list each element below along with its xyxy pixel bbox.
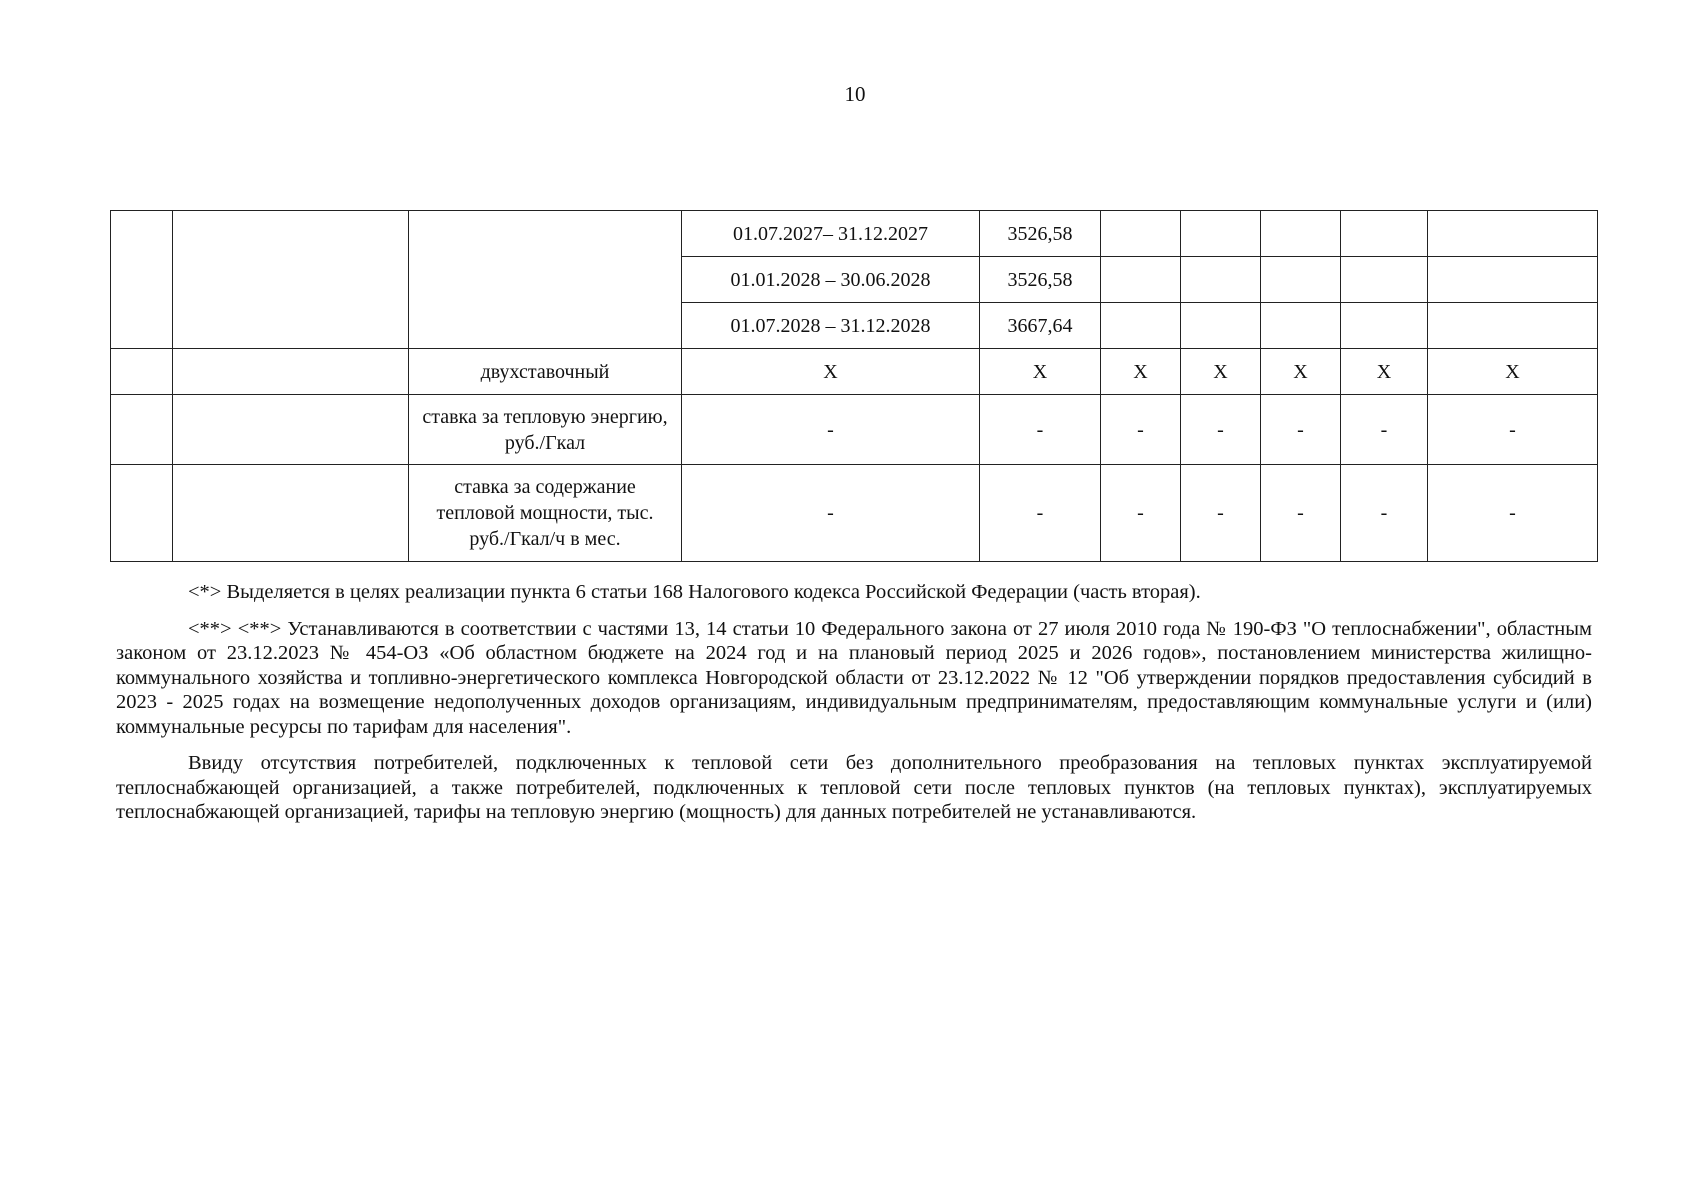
empty-cell (111, 465, 173, 562)
value-cell: X (1181, 349, 1261, 395)
empty-cell (173, 211, 409, 349)
empty-cell (1341, 257, 1428, 303)
period-cell: 01.07.2027– 31.12.2027 (682, 211, 980, 257)
empty-cell (173, 465, 409, 562)
price-cell: 3526,58 (980, 257, 1101, 303)
empty-cell (111, 349, 173, 395)
empty-cell (111, 211, 173, 349)
empty-cell (1261, 211, 1341, 257)
empty-cell (1261, 257, 1341, 303)
empty-cell (1181, 303, 1261, 349)
footnote-subsidy: <**> <**> Устанавливаются в соответствии с частями 13, 14 статьи 10 Федерального закона от 27 июля 2010 года № 190-ФЗ "О теплоснабжении", областным законом от 23.12.2023 № 454-ОЗ «Об областном бюджете на 2024 год и на плановый период 2025 и 2026 годов», постановлением министерства жилищно-коммунального хозяйства и топливно-энергетического комплекса Новгородской области от 23.12.2022 № 12 "Об утверждении порядков предоставления субсидий в 2023 - 2025 годах на возмещение недополученных доходов организациям, индивидуальным предпринимателям, предоставляющим коммунальные услуги и (или) коммунальные ресурсы по тарифам для населения". (116, 617, 1592, 738)
table-row (111, 465, 1598, 562)
period-cell: 01.07.2028 – 31.12.2028 (682, 303, 980, 349)
empty-cell (1261, 303, 1341, 349)
value-cell: - (1101, 395, 1181, 465)
empty-cell (1428, 257, 1598, 303)
value-cell: - (1101, 465, 1181, 562)
empty-cell (1101, 303, 1181, 349)
value-cell: - (980, 465, 1101, 562)
value-cell: X (1341, 349, 1428, 395)
empty-cell (1428, 211, 1598, 257)
empty-cell (173, 395, 409, 465)
empty-cell (1181, 211, 1261, 257)
heat-rate-label: ставка за тепловую энергию, руб./Гкал (409, 395, 682, 465)
value-cell: - (1261, 395, 1341, 465)
value-cell: X (682, 349, 980, 395)
value-cell: - (980, 395, 1101, 465)
footnote-vat: <*> Выделяется в целях реализации пункта 6 статьи 168 Налогового кодекса Российской Федерации (часть вторая). (188, 581, 1201, 603)
value-cell: - (1261, 465, 1341, 562)
table-row (111, 395, 1598, 465)
empty-cell (1101, 257, 1181, 303)
note-no-consumers: Ввиду отсутствия потребителей, подключенных к тепловой сети без дополнительного преобразования на тепловых пунктах эксплуатируемой теплоснабжающей организацией, а также потребителей, подключенных к тепловой сети после тепловых пунктов (на тепловых пунктах), эксплуатируемых теплоснабжающей организацией, тарифы на тепловую энергию (мощность) для данных потребителей не устанавливаются. (116, 752, 1592, 823)
empty-cell (173, 349, 409, 395)
empty-cell (1101, 211, 1181, 257)
price-cell: 3667,64 (980, 303, 1101, 349)
value-cell: - (1428, 395, 1598, 465)
empty-cell (1181, 257, 1261, 303)
value-cell: X (980, 349, 1101, 395)
value-cell: - (1341, 395, 1428, 465)
capacity-rate-label: ставка за содержание тепловой мощности, тыс. руб./Гкал/ч в мес. (409, 465, 682, 562)
price-cell: 3526,58 (980, 211, 1101, 257)
empty-cell (1341, 303, 1428, 349)
period-cell: 01.01.2028 – 30.06.2028 (682, 257, 980, 303)
tariff-type-label: двухставочный (409, 349, 682, 395)
empty-cell (1341, 211, 1428, 257)
tariff-table (110, 210, 1598, 562)
value-cell: - (1181, 395, 1261, 465)
value-cell: - (682, 395, 980, 465)
value-cell: X (1101, 349, 1181, 395)
page-number: 10 (844, 82, 866, 106)
table-row (111, 211, 1598, 257)
empty-cell (111, 395, 173, 465)
empty-cell (1428, 303, 1598, 349)
value-cell: - (1428, 465, 1598, 562)
value-cell: - (682, 465, 980, 562)
value-cell: - (1181, 465, 1261, 562)
value-cell: X (1428, 349, 1598, 395)
table-row (111, 349, 1598, 395)
value-cell: - (1341, 465, 1428, 562)
empty-cell (409, 211, 682, 349)
value-cell: X (1261, 349, 1341, 395)
footnotes (116, 580, 1592, 837)
